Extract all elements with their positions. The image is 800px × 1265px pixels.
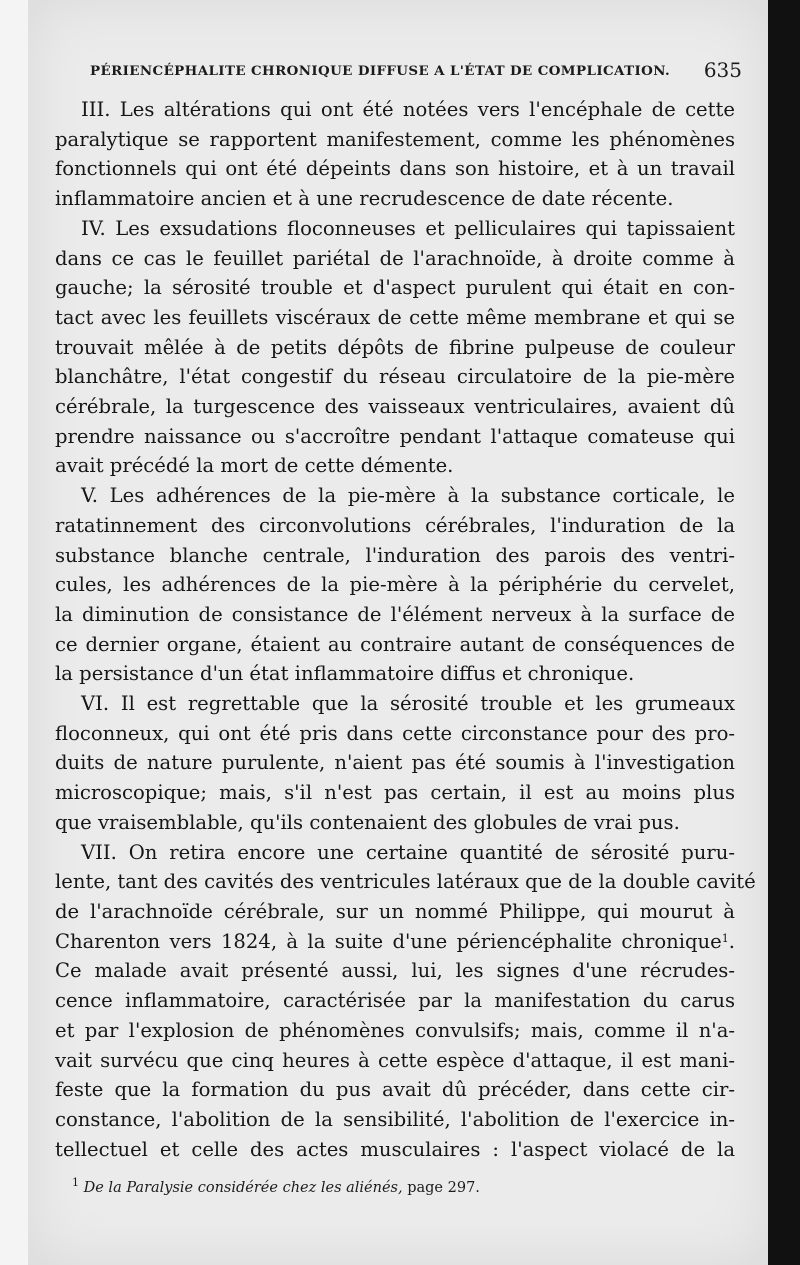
page-header	[62, 58, 742, 88]
text-line: ratatinnement des circonvolutions cérébrales, l'induration de la	[55, 513, 735, 537]
text-line: blanchâtre, l'état congestif du réseau circulatoire de la pie-mère	[55, 365, 735, 389]
paragraph-iv	[55, 214, 735, 481]
text-line: microscopique; mais, s'il n'est pas certain, il est au moins plus	[55, 781, 735, 805]
paragraph-vii	[55, 838, 756, 1165]
text-line: VI. Il est regrettable que la sérosité trouble et les grumeaux	[81, 692, 735, 716]
text-line: cence inflammatoire, caractérisée par la manifestation du carus	[55, 989, 735, 1013]
text-line-content: Charenton vers 1824, à la suite d'une périencéphalite chronique	[55, 929, 722, 953]
text-line: avait précédé la mort de cette démente.	[55, 454, 454, 478]
body-text	[55, 95, 756, 1164]
text-line: trouvait mêlée à de petits dépôts de fibrine pulpeuse de couleur	[55, 335, 735, 359]
paragraph-iii	[55, 95, 735, 214]
text-line: tact avec les feuillets viscéraux de cette même membrane et qui se	[55, 305, 735, 329]
text-line: III. Les altérations qui ont été notées vers l'encéphale de cette	[81, 98, 735, 121]
text-line: que vraisemblable, qu'ils contenaient des globules de vrai pus.	[55, 810, 680, 834]
text-line: duits de nature purulente, n'aient pas été soumis à l'investigation	[55, 751, 735, 775]
text-line: V. Les adhérences de la pie-mère à la substance corticale, le	[81, 484, 735, 508]
footnote-reference-suffix: .	[728, 929, 735, 953]
text-line: constance, l'abolition de la sensibilité, l'abolition de l'exercice in-	[55, 1107, 735, 1131]
text-line-with-footnote	[55, 927, 735, 957]
text-line: cérébrale, la turgescence des vaisseaux ventriculaires, avaient dû	[55, 395, 735, 419]
text-line: de l'arachnoïde cérébrale, sur un nommé Philippe, qui mourut à	[55, 899, 735, 923]
text-line: Ce malade avait présenté aussi, lui, les signes d'une récrudes-	[55, 959, 735, 983]
text-line: et par l'explosion de phénomènes convulsifs; mais, comme il n'a-	[55, 1018, 735, 1042]
text-line: fonctionnels qui ont été dépeints dans son histoire, et à un travail	[55, 157, 735, 181]
text-line: la persistance d'un état inflammatoire diffus et chronique.	[55, 662, 635, 686]
text-line: cules, les adhérences de la pie-mère à la périphérie du cervelet,	[55, 573, 735, 597]
text-line: feste que la formation du pus avait dû précéder, dans cette cir-	[55, 1078, 735, 1102]
text-line: paralytique se rapportent manifestement, comme les phénomènes	[55, 127, 735, 151]
text-line: dans ce cas le feuillet pariétal de l'arachnoïde, à droite comme à	[55, 246, 735, 270]
paragraph-vi	[55, 689, 735, 838]
page-number: 635	[703, 58, 742, 82]
text-line: floconneux, qui ont été pris dans cette circonstance pour des pro-	[55, 721, 735, 745]
text-line: tellectuel et celle des actes musculaires : l'aspect violacé de la	[55, 1137, 735, 1161]
text-line: ce dernier organe, étaient au contraire autant de conséquences de	[55, 632, 735, 656]
left-page-margin	[0, 0, 28, 1265]
footnote-reference[interactable]: 1	[721, 931, 729, 945]
text-line: inflammatoire ancien et à une recrudescence de date récente.	[55, 187, 674, 211]
text-line: substance blanche centrale, l'induration des parois des ventri-	[55, 543, 735, 567]
running-head: PÉRIENCÉPHALITE CHRONIQUE DIFFUSE A L'ÉTAT DE COMPLICATION.	[90, 63, 671, 79]
paragraph-v	[55, 481, 735, 689]
footnote-page: page 297.	[407, 1180, 480, 1196]
text-line: lente, tant des cavités des ventricules latéraux que de la double cavité	[55, 870, 756, 894]
text-line: VII. On retira encore une certaine quantité de sérosité puru-	[81, 840, 735, 864]
footnote-marker: 1	[72, 1176, 79, 1189]
footnote	[72, 1176, 712, 1196]
text-line: la diminution de consistance de l'élément nerveux à la surface de	[55, 602, 735, 626]
text-line: gauche; la sérosité trouble et d'aspect purulent qui était en con-	[55, 276, 735, 300]
text-line: vait survécu que cinq heures à cette espèce d'attaque, il est mani-	[55, 1048, 735, 1072]
text-line: IV. Les exsudations floconneuses et pelliculaires qui tapissaient	[81, 216, 735, 240]
footnote-title: De la Paralysie considérée chez les aliénés,	[83, 1180, 403, 1196]
text-line: prendre naissance ou s'accroître pendant l'attaque comateuse qui	[55, 424, 735, 448]
scan-edge	[768, 0, 800, 1265]
